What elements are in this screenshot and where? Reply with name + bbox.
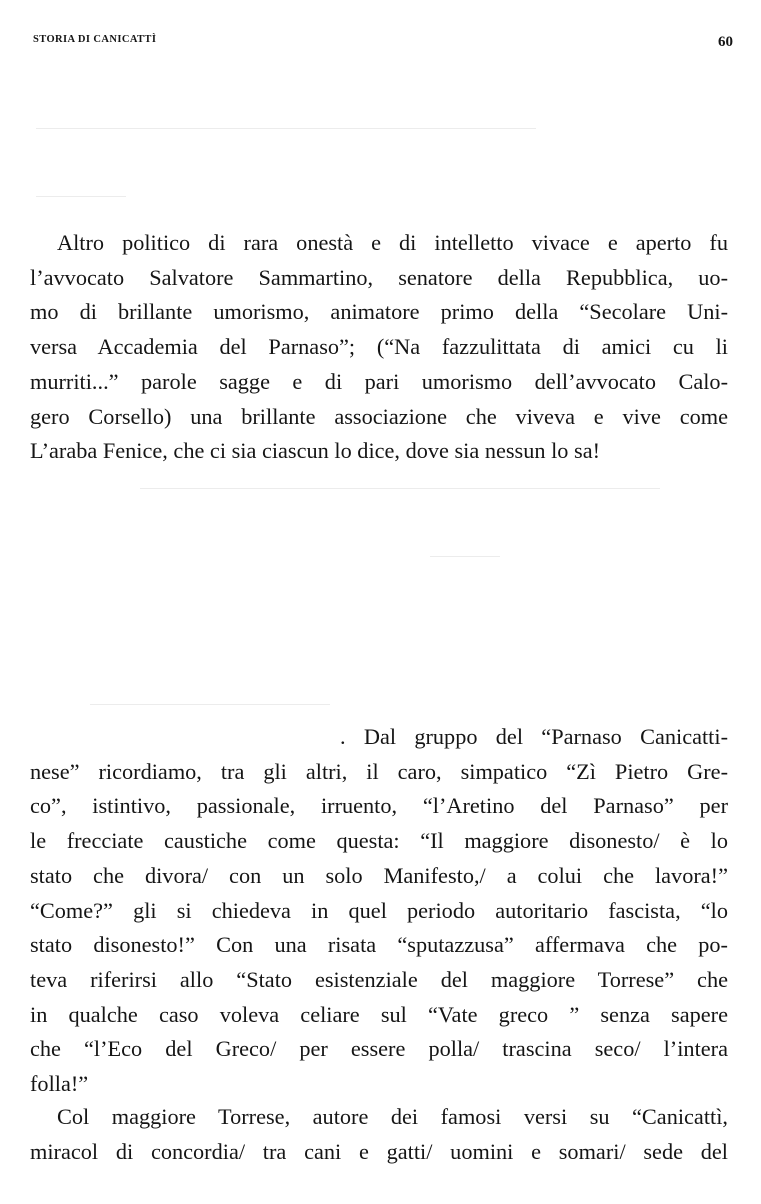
text-line: l’avvocato Salvatore Sammartino, senatore della Repubblica, uo- — [30, 264, 728, 290]
text-line: L’araba Fenice, che ci sia ciascun lo dice, dove sia nessun lo sa! — [30, 438, 601, 464]
paragraph-parnaso — [30, 720, 728, 1102]
text-line: mo di brillante umorismo, animatore primo della “Secolare Uni- — [30, 299, 728, 325]
ghost-line — [140, 488, 660, 489]
text-line: Col maggiore Torrese, autore dei famosi versi su “Canicattì, — [57, 1104, 728, 1129]
ghost-line — [90, 704, 330, 705]
text-line: co”, istintivo, passionale, irruento, “l’Aretino del Parnaso” per — [30, 793, 728, 819]
text-line: teva riferirsi allo “Stato esistenziale del maggiore Torrese” che — [30, 966, 728, 992]
text-line: “Come?” gli si chiedeva in quel periodo autoritario fascista, “lo — [30, 897, 728, 923]
text-line: che “l’Eco del Greco/ per essere polla/ trascina seco/ l’intera — [30, 1036, 728, 1062]
text-line: stato disonesto!” Con una risata “sputazzusa” affermava che po- — [30, 932, 728, 958]
text-line: stato che divora/ con un solo Manifesto,/ a colui che lavora!” — [30, 862, 728, 888]
text-line: Altro politico di rara onestà e di intelletto vivace e aperto fu — [57, 230, 728, 255]
running-title: STORIA DI CANICATTÌ — [33, 34, 157, 45]
text-line: miracol di concordia/ tra cani e gatti/ uomini e somari/ sede del — [30, 1138, 728, 1164]
page-number: 60 — [718, 34, 733, 50]
text-line: le frecciate caustiche come questa: “Il maggiore disonesto/ è lo — [30, 828, 728, 854]
text-line: murriti...” parole sagge e di pari umorismo dell’avvocato Calo- — [30, 368, 728, 394]
text-line: versa Accademia del Parnaso”; (“Na fazzulittata di amici cu li — [30, 334, 728, 360]
ghost-line — [36, 128, 536, 129]
text-line: in qualche caso voleva celiare sul “Vate greco ” senza sapere — [30, 1001, 728, 1027]
ghost-line — [430, 556, 500, 557]
text-line: nese” ricordiamo, tra gli altri, il caro, simpatico “Zì Pietro Gre- — [30, 758, 728, 784]
paragraph-torrese — [30, 1100, 728, 1169]
text-line: gero Corsello) una brillante associazione che viveva e vive come — [30, 403, 728, 429]
text-line: folla!” — [30, 1071, 89, 1097]
text-line: . Dal gruppo del “Parnaso Canicatti- — [340, 724, 728, 749]
paragraph-senator — [30, 226, 728, 469]
ghost-line — [36, 196, 126, 197]
